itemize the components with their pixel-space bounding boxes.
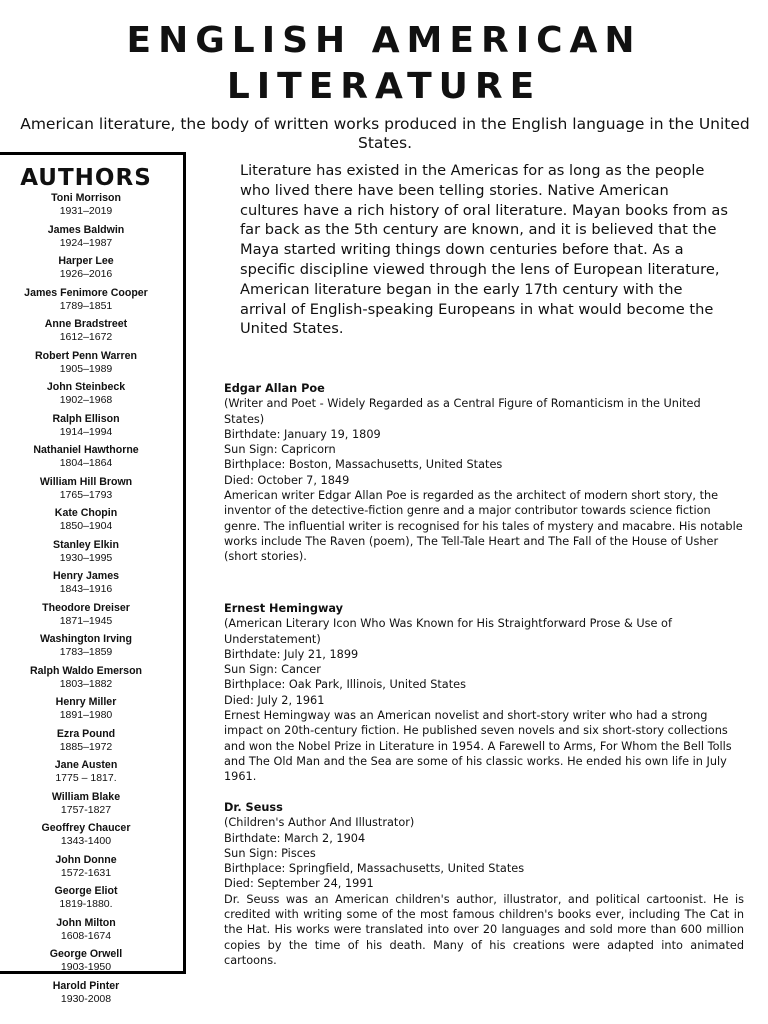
author-item: [0, 476, 172, 502]
title-line-2: LITERATURE: [226, 66, 542, 107]
bio-name: Ernest Hemingway: [224, 602, 344, 615]
author-name: Harold Pinter: [52, 979, 120, 992]
authors-sidebar: [0, 152, 186, 1005]
bio-birthplace: Birthplace: Boston, Massachusetts, United States: [224, 458, 503, 472]
title-line-1: ENGLISH AMERICAN: [126, 20, 642, 61]
author-name: Ralph Ellison: [52, 412, 120, 425]
author-name: Theodore Dreiser: [42, 601, 130, 614]
bio-sun-sign: Sun Sign: Capricorn: [224, 443, 336, 457]
bio-died: Died: July 2, 1961: [224, 693, 325, 707]
bio-subtitle: (American Literary Icon Who Was Known for His Straightforward Prose & Use of Understatement): [224, 617, 672, 646]
author-name: Stanley Elkin: [53, 538, 119, 551]
bio-edgar-allan-poe: [224, 381, 744, 565]
author-item: [0, 728, 172, 754]
bio-description: American writer Edgar Allan Poe is regarded as the architect of modern short story, the inventor of the detective-fiction genre and a major contributor towards science fiction genre. The influential writer is recognised for his tales of mystery and macabre. His notable works include The Raven (poem), The Tell-Tale Heart and The Fall of the House of Usher (short stories).: [224, 489, 743, 564]
author-item: [0, 917, 172, 943]
author-item: [0, 948, 172, 974]
author-years: 1803–1882: [59, 677, 113, 690]
author-item: [0, 192, 172, 218]
author-years: 1572-1631: [60, 866, 112, 879]
author-item: [0, 287, 172, 313]
author-name: Toni Morrison: [51, 192, 121, 204]
author-years: 1789–1851: [59, 299, 113, 312]
author-years: 1612–1672: [59, 331, 113, 343]
author-years: 1804–1864: [59, 457, 113, 469]
author-item: [0, 318, 172, 344]
bio-died: Died: October 7, 1849: [224, 473, 350, 487]
bio-died: Died: September 24, 1991: [224, 877, 374, 891]
author-item: [0, 696, 172, 722]
author-years: 1924–1987: [59, 236, 113, 249]
author-years: 1926–2016: [59, 268, 113, 280]
author-years: 1885–1972: [59, 740, 113, 753]
author-years: 1891–1980: [59, 709, 113, 721]
author-years: 1871–1945: [59, 614, 113, 627]
author-name: John Milton: [56, 916, 116, 929]
author-item: [0, 413, 172, 439]
author-name: Kate Chopin: [54, 507, 118, 519]
author-item: [0, 854, 172, 880]
author-years: 1930–1995: [59, 551, 113, 564]
bio-ernest-hemingway: [224, 601, 744, 785]
author-years: 1905–1989: [59, 362, 113, 375]
author-name: Geoffrey Chaucer: [41, 822, 131, 834]
author-years: 1757-1827: [60, 803, 112, 816]
bio-sun-sign: Sun Sign: Pisces: [224, 846, 316, 860]
author-years: 1608-1674: [60, 929, 112, 942]
bio-description: Ernest Hemingway was an American novelist and short-story writer who had a strong impact on 20th-century fiction. He published seven novels and six short-story collections and won the Nobel Prize in Literature in 1954. A Farewell to Arms, For Whom the Bell Tolls and The Old Man and the Sea are some of his classic works. He ended his own life in July 1961.: [224, 709, 732, 784]
bio-birthplace: Birthplace: Springfield, Massachusetts, United States: [224, 862, 525, 876]
author-item: [0, 633, 172, 659]
author-years: 1903-1950: [60, 961, 112, 973]
author-item: [0, 980, 172, 1006]
author-years: 1902–1968: [59, 394, 113, 406]
author-name: William Blake: [51, 790, 121, 803]
author-name: Robert Penn Warren: [34, 349, 138, 362]
author-item: [0, 539, 172, 565]
author-name: William Hill Brown: [39, 475, 133, 488]
author-item: [0, 759, 172, 785]
author-item: [0, 444, 172, 470]
author-name: Henry James: [53, 570, 119, 582]
author-name: James Baldwin: [47, 223, 125, 236]
author-years: 1783–1859: [59, 646, 113, 658]
author-list: [0, 192, 172, 1011]
author-item: [0, 224, 172, 250]
bio-birthdate: Birthdate: March 2, 1904: [224, 831, 366, 845]
bio-sun-sign: Sun Sign: Cancer: [224, 663, 321, 677]
author-name: Nathaniel Hawthorne: [33, 444, 139, 456]
author-item: [0, 822, 172, 848]
author-name: Ralph Waldo Emerson: [29, 664, 143, 677]
bio-birthdate: Birthdate: January 19, 1809: [224, 427, 381, 441]
page-title: [0, 18, 768, 110]
author-item: [0, 665, 172, 691]
author-name: John Steinbeck: [46, 381, 126, 393]
author-item: [0, 255, 172, 281]
author-name: James Fenimore Cooper: [24, 286, 148, 299]
bio-description: Dr. Seuss was an American children's author, illustrator, and political cartoonist. He is credited with writing some of the most famous children's books ever, including The Cat in the Hat. His works were translated into over 20 languages and sold more than 600 million copies by the time of his death. Many of his creations were adapted into animated cartoons.: [224, 892, 744, 967]
author-years: 1930-2008: [60, 992, 112, 1005]
author-item: [0, 350, 172, 376]
author-years: 1775 – 1817.: [55, 772, 117, 784]
author-name: Jane Austen: [54, 759, 118, 771]
author-years: 1914–1994: [59, 425, 113, 438]
author-years: 1843–1916: [59, 583, 113, 595]
author-years: 1850–1904: [59, 520, 113, 532]
bio-name: Dr. Seuss: [224, 801, 283, 814]
author-years: 1819-1880.: [59, 898, 113, 910]
intro-paragraph: Literature has existed in the Americas for as long as the people who lived there have been telling stories. Native American cultures have a rich history of oral literature. Mayan books from as far back as the 5th century are known, and it is believed that the Maya started writing things down centuries before that. As a specific discipline viewed through the lens of European literature, American literature began in the early 17th century with the arrival of English-speaking Europeans in what would become the United States.: [240, 162, 728, 338]
author-name: Henry Miller: [55, 696, 117, 708]
bio-subtitle: (Writer and Poet - Widely Regarded as a Central Figure of Romanticism in the United States): [224, 397, 701, 426]
bio-birthdate: Birthdate: July 21, 1899: [224, 647, 359, 661]
author-name: Harper Lee: [58, 255, 114, 267]
bio-dr-seuss: [224, 800, 744, 968]
author-item: [0, 570, 172, 596]
author-name: Ezra Pound: [56, 727, 116, 740]
author-name: Anne Bradstreet: [44, 318, 128, 330]
author-item: [0, 381, 172, 407]
author-name: George Orwell: [49, 948, 123, 960]
bio-subtitle: (Children's Author And Illustrator): [224, 816, 415, 830]
author-item: [0, 602, 172, 628]
author-years: 1343-1400: [60, 835, 112, 847]
author-item: [0, 885, 172, 911]
author-item: [0, 791, 172, 817]
author-name: George Eliot: [54, 885, 118, 897]
author-years: 1765–1793: [59, 488, 113, 501]
author-name: Washington Irving: [39, 633, 132, 645]
author-item: [0, 507, 172, 533]
author-name: John Donne: [55, 853, 117, 866]
author-years: 1931–2019: [59, 205, 113, 217]
page-subtitle: American literature, the body of written works produced in the English language in the United States.: [20, 115, 750, 152]
bio-name: Edgar Allan Poe: [224, 382, 325, 395]
authors-heading: AUTHORS: [20, 165, 152, 191]
bio-birthplace: Birthplace: Oak Park, Illinois, United States: [224, 678, 466, 692]
